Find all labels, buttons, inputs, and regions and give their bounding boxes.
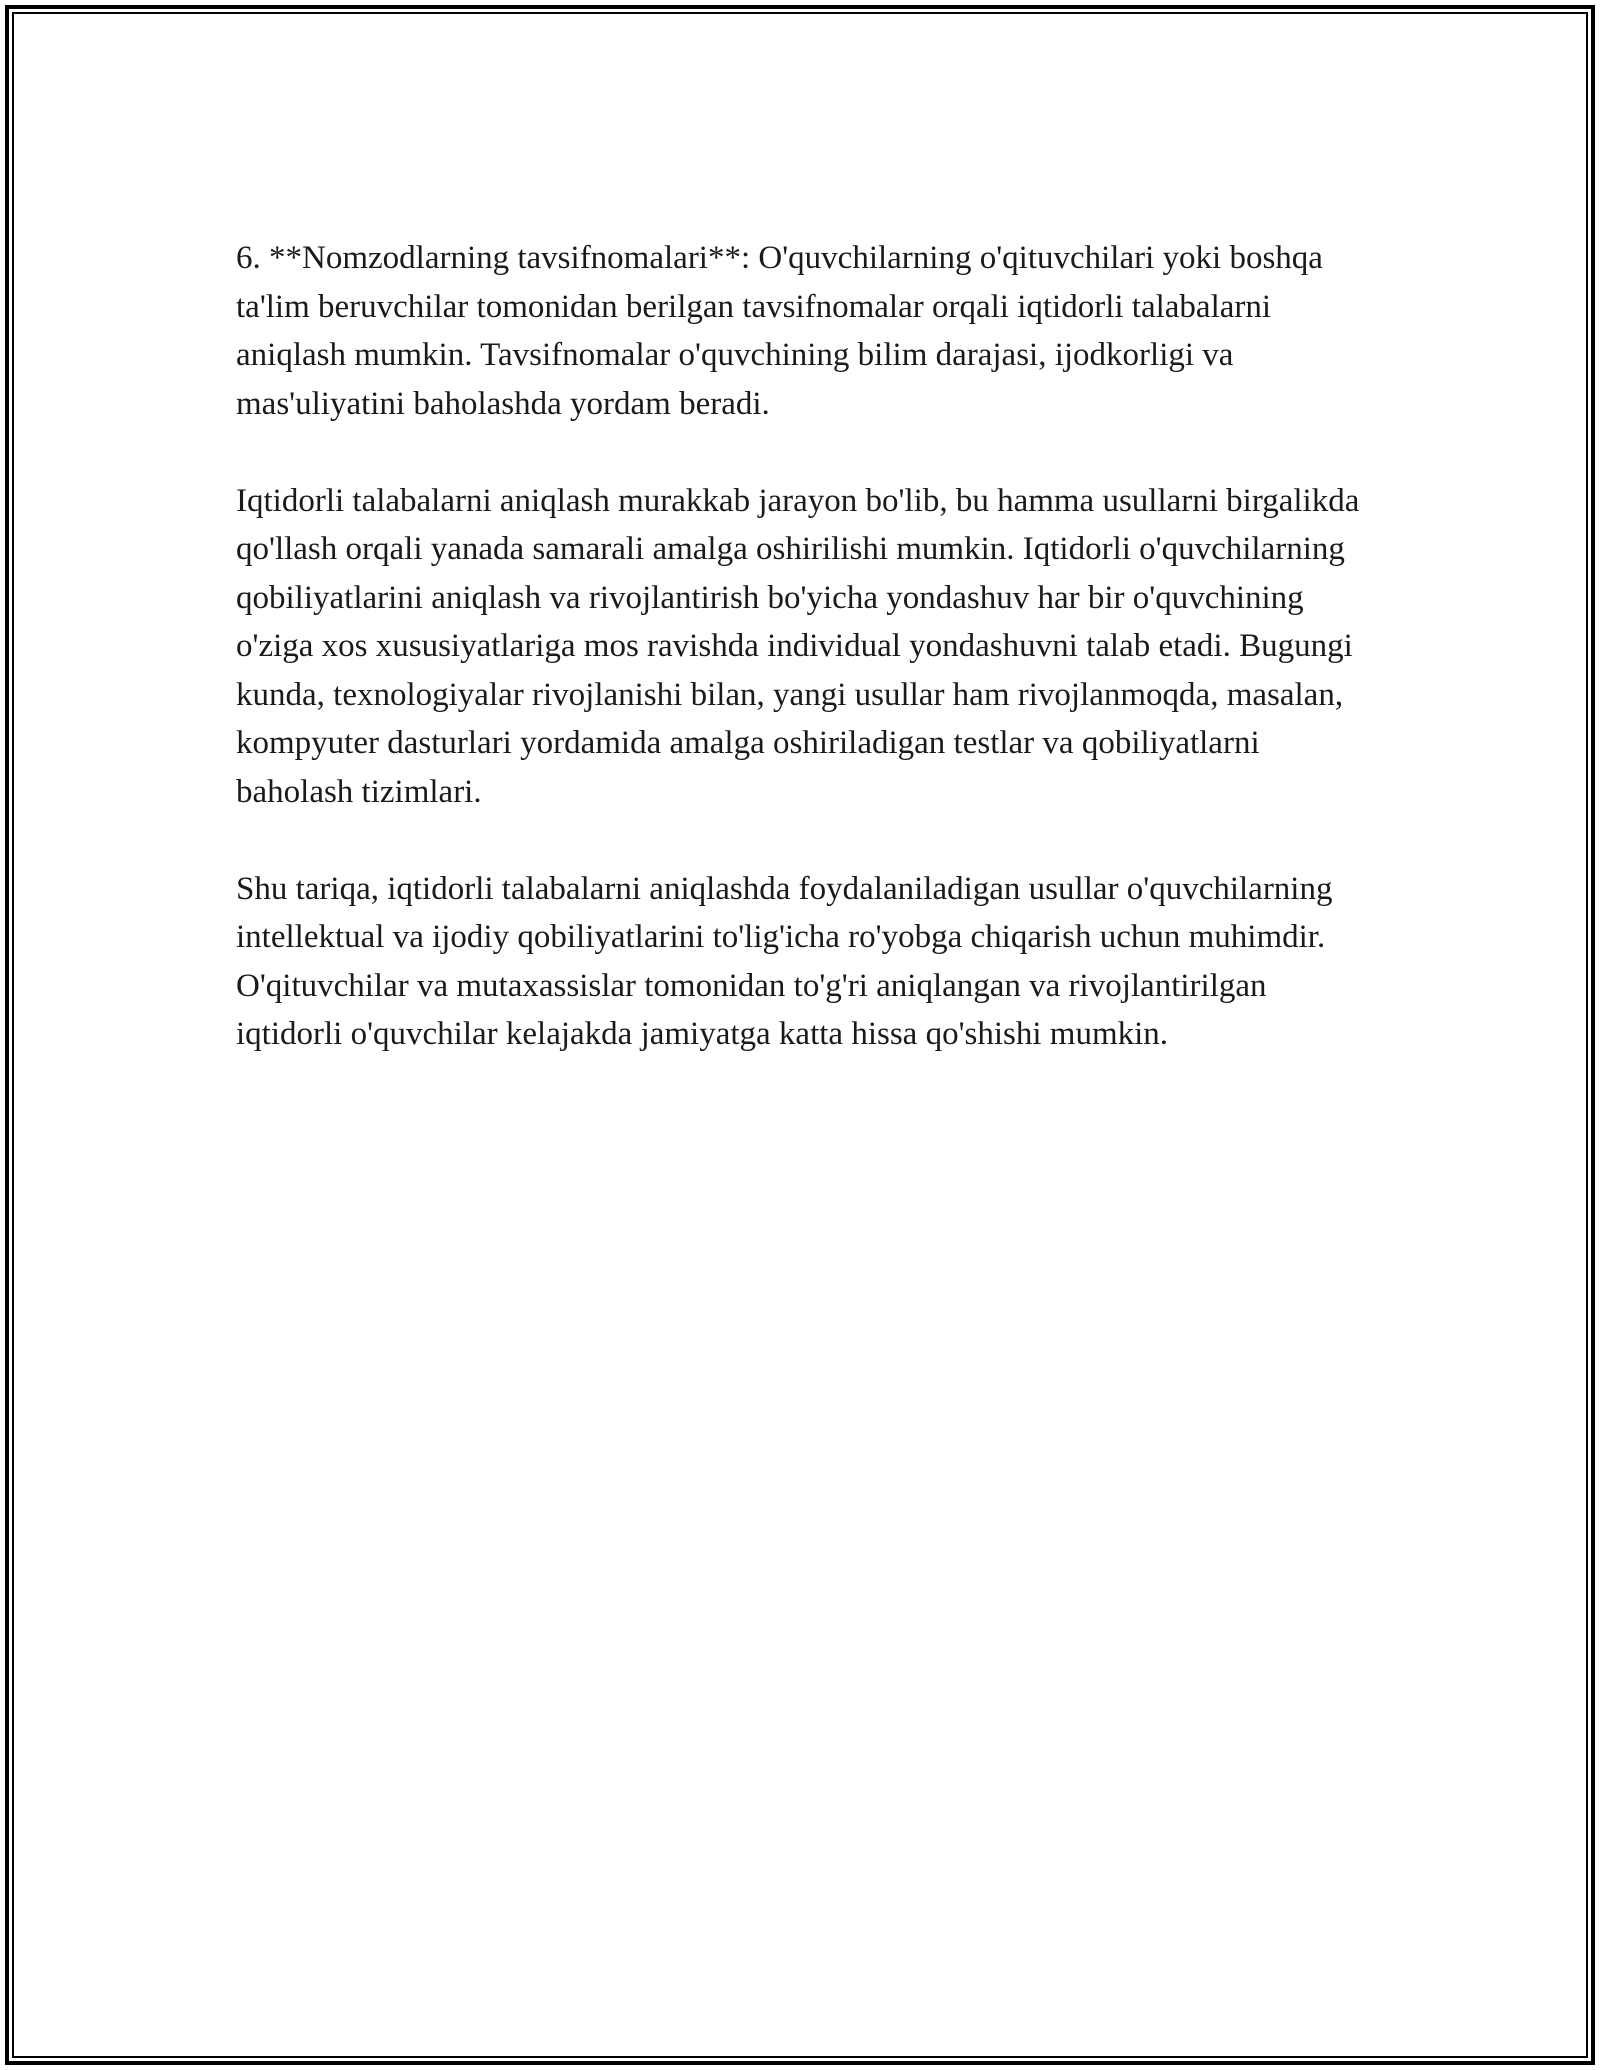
paragraph-identification-process: Iqtidorli talabalarni aniqlash murakkab jarayon bo'lib, bu hamma usullarni birgalikda qo'llash orqali yanada samarali amalga oshirilishi mumkin. Iqtidorli o'quvchilarning qobiliyatlarini aniqlash va rivojlantirish bo'yicha yondashuv har bir o'quvchining o'ziga xos xususiyatlariga mos ravishda individual yondashuvni talab etadi. Bugungi kunda, texnologiyalar rivojlanishi bilan, yangi usullar ham rivojlanmoqda, masalan, kompyuter dasturlari yordamida amalga oshiriladigan testlar va qobiliyatlarni baholash tizimlari. (236, 482, 1360, 810)
paragraph-conclusion: Shu tariqa, iqtidorli talabalarni aniqlashda foydalaniladigan usullar o'quvchilarning intellektual va ijodiy qobiliyatlarini to'lig'icha ro'yobga chiqarish uchun muhimdir. O'qituvchilar va mutaxassislar tomonidan to'g'ri aniqlangan va rivojlantirilgan iqtidorli o'quvchilar kelajakda jamiyatga katta hissa qo'shishi mumkin. (236, 870, 1333, 1052)
document-body (236, 234, 1366, 1059)
paragraph-references: 6. **Nomzodlarning tavsifnomalari**: O'quvchilarning o'qituvchilari yoki boshqa ta'lim beruvchilar tomonidan berilgan tavsifnomalar orqali iqtidorli talabalarni aniqlash mumkin. Tavsifnomalar o'quvchining bilim darajasi, ijodkorligi va mas'uliyatini baholashda yordam beradi. (236, 240, 1323, 422)
